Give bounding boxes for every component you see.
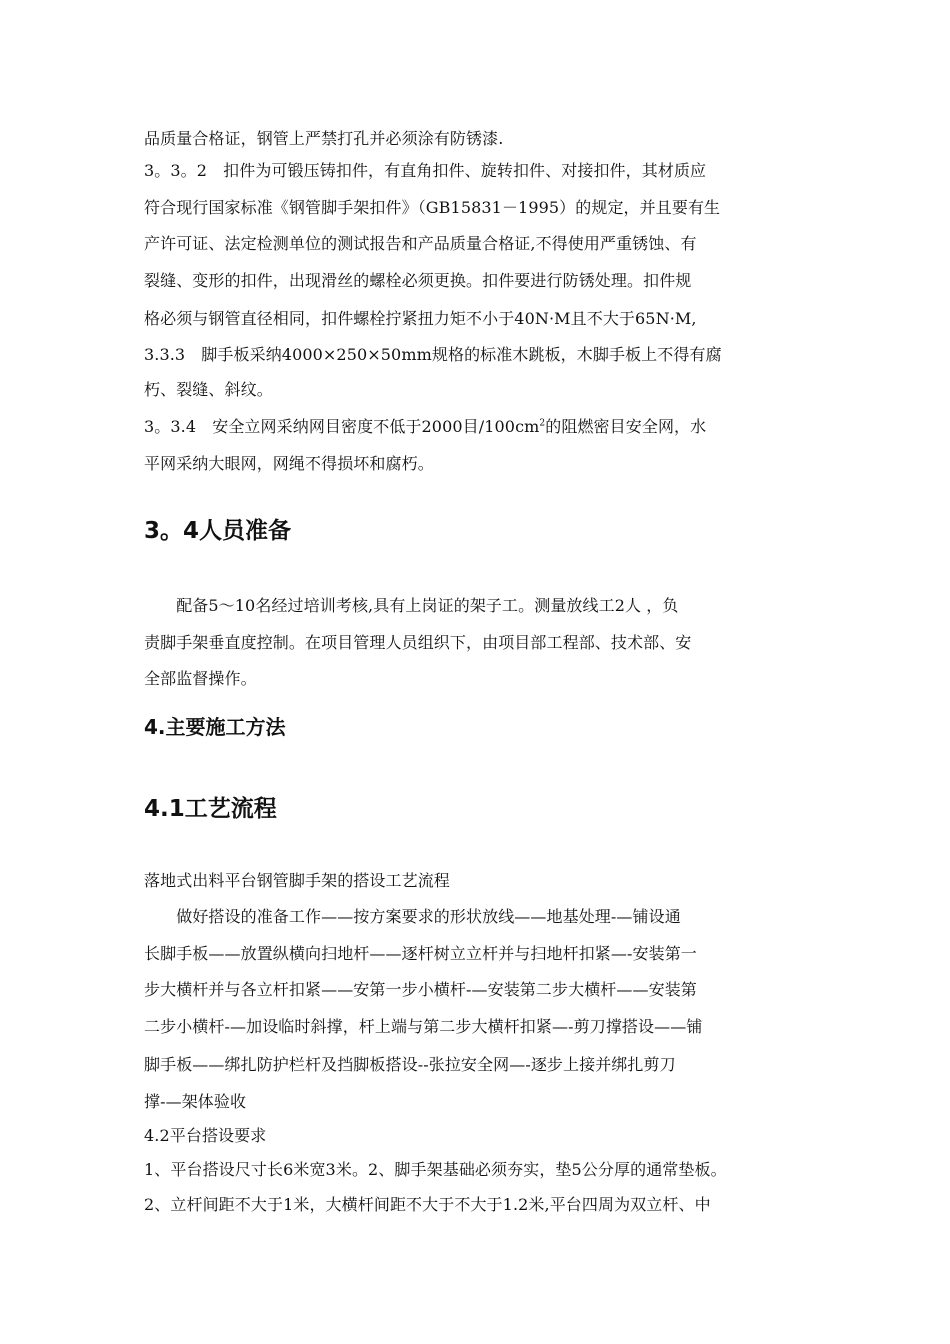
body-line: 朽、裂缝、斜纹。 [144, 380, 273, 399]
body-line: 平网采纳大眼网，网绳不得损坏和腐朽。 [144, 454, 434, 473]
body-line: 3。3。2 扣件为可锻压铸扣件，有直角扣件、旋转扣件、对接扣件，其材质应 [144, 161, 707, 180]
body-line: 撑-—架体验收 [144, 1092, 247, 1111]
subsection-heading-4-2: 4.2平台搭设要求 [144, 1126, 267, 1145]
body-line: 3.3.3 脚手板采纳4000×250×50mm规格的标准木跳板，木脚手板上不得有腐 [144, 345, 722, 364]
body-line: 步大横杆并与各立杆扣紧——安第一步小横杆-—安装第二步大横杆——安装第 [144, 980, 697, 999]
text-span: 3。3.4 安全立网采纳网目密度不低于2000目/100cm [144, 417, 540, 436]
body-line: 责脚手架垂直度控制。在项目管理人员组织下，由项目部工程部、技术部、安 [144, 633, 692, 652]
body-line: 符合现行国家标准《钢管脚手架扣件》（GB15831－1995）的规定，并且要有生 [144, 198, 721, 217]
section-heading-4-1: 4.1工艺流程 [144, 796, 277, 822]
flow-title: 落地式出料平台钢管脚手架的搭设工艺流程 [144, 871, 450, 890]
body-line: 全部监督操作。 [144, 669, 257, 688]
body-line: 2、立杆间距不大于1米，大横杆间距不大于不大于1.2米,平台四周为双立杆、中 [144, 1195, 711, 1214]
body-line: 品质量合格证，钢管上严禁打孔并必须涂有防锈漆. [144, 129, 504, 148]
body-line-334 [144, 417, 706, 437]
body-line: 长脚手板——放置纵横向扫地杆——逐杆树立立杆并与扫地杆扣紧—-安装第一 [144, 944, 697, 963]
section-heading-3-4: 3。4人员准备 [144, 518, 292, 544]
body-line: 二步小横杆-—加设临时斜撑，杆上端与第二步大横杆扣紧—-剪刀撑搭设——铺 [144, 1017, 703, 1036]
superscript: 2 [539, 418, 546, 429]
body-line: 配备5～10名经过培训考核,具有上岗证的架子工。测量放线工2人 ，负 [144, 596, 679, 615]
body-line: 裂缝、变形的扣件，出现滑丝的螺栓必须更换。扣件要进行防锈处理。扣件规 [144, 271, 692, 290]
body-line: 产许可证、法定检测单位的测试报告和产品质量合格证,不得使用严重锈蚀、有 [144, 234, 697, 253]
body-line: 1、平台搭设尺寸长6米宽3米。2、脚手架基础必须夯实，垫5公分厚的通常垫板。 [144, 1160, 727, 1179]
section-heading-4: 4.主要施工方法 [144, 715, 286, 739]
body-line: 脚手板——绑扎防护栏杆及挡脚板搭设--张拉安全网—-逐步上接并绑扎剪刀 [144, 1055, 676, 1074]
body-line: 格必须与钢管直径相同，扣件螺栓拧紧扭力矩不小于40N·M且不大于65N·M, [144, 309, 697, 328]
text-span: 的阻燃密目安全网，水 [545, 417, 707, 436]
body-line: 做好搭设的准备工作——按方案要求的形状放线——地基处理-—铺设通 [144, 907, 681, 926]
